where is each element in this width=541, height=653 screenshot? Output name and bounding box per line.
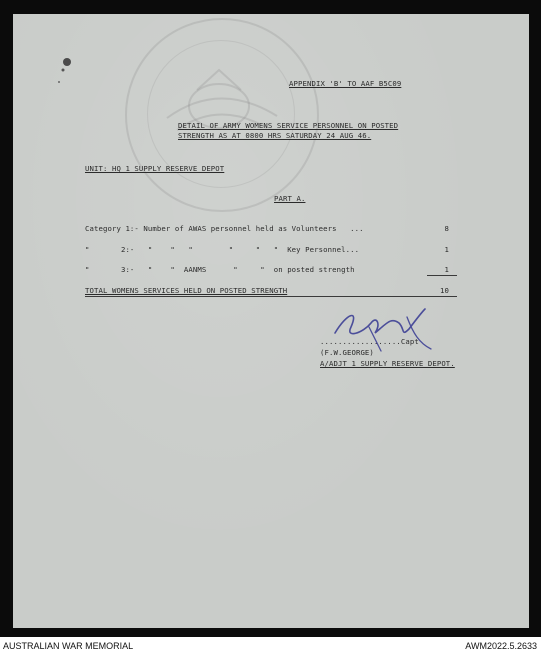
appendix-reference: APPENDIX 'B' TO AAF B5C09 [289,79,402,88]
subtotal-rule [427,275,457,276]
category-row-3-label: " 3:- " " AANMS " " on posted strength [85,265,355,274]
signatory-title: A/ADJT 1 SUPPLY RESERVE DEPOT. [320,359,455,368]
heading-line-2: STRENGTH AS AT 0800 HRS SATURDAY 24 AUG 46. [178,131,372,140]
total-label: TOTAL WOMENS SERVICES HELD ON POSTED STRENGTH [85,286,288,295]
signature-line: ..................Capt [320,337,419,346]
unit-line: UNIT: HQ 1 SUPPLY RESERVE DEPOT [85,164,225,173]
accession-number: AWM2022.5.2633 [465,641,537,651]
seal-emblem [127,20,317,210]
heading-line-1: DETAIL OF ARMY WOMENS SERVICE PERSONNEL ON POSTED [178,121,399,130]
document-page [13,14,529,628]
total-rule [85,296,457,297]
category-row-2-value: 1 [444,245,449,254]
category-row-1-value: 8 [444,224,449,233]
category-row-3-value: 1 [444,265,449,274]
archive-caption: AUSTRALIAN WAR MEMORIAL [3,641,134,651]
ink-blot [55,56,79,92]
signatory-name: (F.W.GEORGE) [320,348,374,357]
faded-seal-stamp [125,18,319,212]
part-heading: PART A. [274,194,306,203]
total-value: 10 [440,286,449,295]
category-row-1-label: Category 1:- Number of AWAS personnel held as Volunteers ... [85,224,364,233]
category-row-2-label: " 2:- " " " " " " Key Personnel... [85,245,360,254]
